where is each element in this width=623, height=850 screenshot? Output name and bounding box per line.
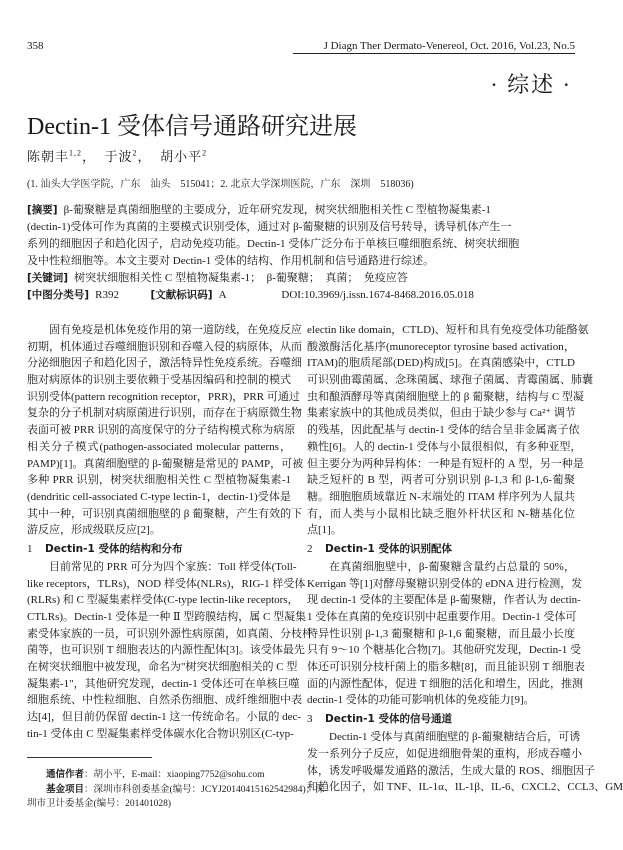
left-column [27,322,313,743]
section-label: · 综述 · [490,72,572,97]
body-text-line: 有，而人类与小鼠相比缺乏胞外杆状区和 N-糖基化位 [307,507,575,520]
body-text-line: 但主要分为两种异构体：一种是有短杆的 A 型，另一种是 [307,457,584,470]
body-text-line: 菌等，也可识别 T 细胞表达的内源性配体[3]。该受体最先 [27,644,305,657]
body-text-line: 胞对病原体的识别主要依赖于受基因编码和控制的模式 [27,374,291,387]
body-text-line: 面的内源性配体，促进 T 细胞的活化和增生，因此，推测 [307,677,584,690]
body-text-line: 多种 PRR 识别，树突状细胞相关性 C 型植物凝集素-1 [27,474,291,487]
author: 胡小平 [160,149,203,164]
body-text-line: 其中一种，可识别真菌细胞壁的 β 葡聚糖，产生有效的下 [27,507,303,520]
body-text-line: Kerrigan 等[1]对酵母聚糖识别受体的 eDNA 进行检测，发 [307,577,583,590]
section-number: 3 [307,713,313,726]
section-title: Dectin-1 受体的结构和分布 [45,542,183,555]
body-text-line: (RLRs) 和 C 型凝集素样受体(C-type lectin-like receptors， [27,594,299,607]
doi: DOI:10.3969/j.issn.1674-8468.2016.05.018 [281,289,474,301]
author-affiliation-mark: 2 [202,148,208,158]
keywords: 树突状细胞相关性 C 型植物凝集素-1； β-葡聚糖； 真菌； 免疫应答 [74,272,408,284]
abstract-line: β-葡聚糖是真菌细胞壁的主要成分，近年研究发现，树突状细胞相关性 C 型植物凝集素-1 [63,204,491,216]
article-title: Dectin-1 受体信号通路研究进展 [27,114,357,140]
body-text-line: 和趋化因子，如 TNF、IL-1α、IL-1β、IL-6、CXCL2、CCL3、GM [307,781,623,794]
abstract-block [27,202,547,304]
body-text-line: dectin-1 受体的功能可影响机体的免疫能力[9]。 [307,694,535,707]
body-text-line: 糖。细胞胞质域靠近 N-末端处的 ITAM 样序列为人鼠共 [307,490,575,503]
running-header: J Diagn Ther Dermato-Venereol, Oct. 2016, Vol.23, No.5 [293,40,575,54]
footnote-divider [27,757,152,758]
body-text-line: 缺乏短杆的 B 型，两者可分别识别 β-1,3 和 β-1,6-葡聚 [307,474,575,487]
body-text-line: 游反应，形成级联反应[2]。 [27,524,161,537]
author-affiliation-mark: 1,2 [69,148,83,158]
section-heading [307,710,575,729]
section-title: Dectin-1 受体的识别配体 [325,542,452,555]
body-text-line: 的残基，因此配基与 dectin-1 受体的结合呈非金属离子依 [307,424,580,437]
body-text-line: 1 受体在真菌的免疫识别中起重要作用。Dectin-1 受体可 [307,611,577,623]
author: 于波 [104,149,133,164]
section-heading [27,540,291,559]
body-text-line: 现 dectin-1 受体的主要配体是 β-葡聚糖，作者认为 dectin- [307,594,581,607]
body-text-line: 发一系列分子反应，如促进细胞骨架的重构，形成吞噬小 [307,747,582,760]
clc-number: R392 [95,289,119,301]
section-number: 1 [27,542,33,555]
body-text-line: 素受体家族的一员，可识别外源性病原菌，如真菌、分枝杆 [27,627,313,640]
body-text-line: 目前常见的 PRR 可分为四个家族：Toll 样受体(Toll- [49,560,297,573]
body-text-line: 表面可被 PRR 识别的高度保守的分子结构模式称为病原 [27,424,296,437]
author: 陈朝丰 [27,149,70,164]
body-text-line: 凝集素-1"，其他研究发现，dectin-1 受体还可在单核巨噬 [27,677,300,690]
body-text-line: 体，诱发呼吸爆发通路的激活，生成大量的 ROS、细胞因子 [307,764,596,777]
clc-label: [中图分类号] [27,289,90,301]
body-text-line: 复杂的分子机制对病原菌进行识别，而存在于病原微生物 [27,407,302,420]
section-heading [307,540,575,559]
body-text-line: like receptors，TLRs)，NOD 样受体(NLRs)，RIG-1 样受体 [27,577,306,590]
abstract-line: 系列的细胞因子和趋化因子，启动免疫功能。Dectin-1 受体广泛分布于单核巨噬细胞系统、树突状细胞 [27,238,520,250]
body-text-line: 特异性识别 β-1,3 葡聚糖和 β-1,6 葡聚糖，而且最小长度 [307,627,575,640]
body-text-line: 可识别曲霉菌属、念珠菌属、球孢子菌属、青霉菌属、肺囊 [307,374,593,387]
funding-label: 基金项目 [46,784,85,795]
body-text-line: CTLRs)。Dectin-1 受体是一种 Ⅱ 型跨膜结构，属 C 型凝集 [27,611,307,623]
body-text-line: 识别受体(pattern recognition receptor，PRR)，PRR 可通过 [27,390,300,403]
funding-line: 圳市卫计委基金(编号：201401028) [27,799,172,809]
body-text-line: 酸激酶活化基序(munoreceptor tyrosine based activation， [307,340,575,353]
body-text-line: electin like domain，CTLD)、短杆和具有免疫受体功能酪氨 [307,324,589,336]
abstract-line: 及中性粒细胞等。本文主要对 Dectin-1 受体的结构、作用机制和信号通路进行综述。 [27,255,434,267]
page-number: 358 [27,40,44,52]
footnotes [27,767,325,812]
body-text-line: Dectin-1 受体与真菌细胞壁的 β-葡聚糖结合后，可诱 [329,731,581,744]
body-text-line: 达[4]，但目前仍保留 dectin-1 这一传统命名。小鼠的 dec- [27,711,302,724]
body-text-line: tin-1 受体由 C 型凝集素样受体碳水化合物识别区(C-typ- [27,727,294,740]
body-text-line: 在树突状细胞中被发现，命名为"树突状细胞相关的 C 型 [27,661,298,674]
body-text-line: 细胞系统、中性粒细胞、自然杀伤细胞、成纤维细胞中表 [27,694,302,707]
body-text-line: 在真菌细胞壁中，β-葡聚糖含量约占总量的 50%， [329,560,575,573]
body-text-line: 点[1]。 [307,524,342,537]
keywords-label: [关键词] [27,272,69,284]
section-title: Dectin-1 受体的信号通道 [325,713,452,726]
body-text-line: 相关分子模式(pathogen-associated molecular patterns， [27,440,291,453]
author-list: 陈朝丰$^{1,2}$， 于波$^2$， 胡小平$^2$ [27,148,208,164]
funding-line: ：深圳市科创委基金(编号：JCYJ20140415162542984)；深 [84,785,325,795]
body-text-line: 赖性[6]。人的 dectin-1 受体与小鼠很相似，有多种亚型， [307,440,582,453]
document-code-label: [文献标识码] [150,289,213,301]
body-text-line: 虫和酿酒酵母等真菌细胞壁上的 β 葡聚糖，结构与 C 型凝 [307,390,584,403]
corresponding-author-label: 通信作者 [46,769,85,780]
author-affiliation-mark: 2 [132,148,138,158]
body-text-line: ITAM)的胞质尾部(DED)构成[5]。在真菌感染中，CTLD [307,357,575,370]
abstract-line: (dectin-1)受体可作为真菌的主要模式识别受体，通过对 β-葡聚糖的识别及信号转导，诱导机体产生一 [27,221,512,233]
body-text-line: 初期，机体通过吞噬细胞识别和吞噬入侵的病原体，从而 [27,340,302,353]
affiliations: (1. 汕头大学医学院，广东 汕头 515041；2. 北京大学深圳医院，广东 深圳 518036) [27,179,414,190]
body-text-line: 分泌细胞因子和趋化因子，激活特异性免疫系统。吞噬细 [27,357,302,370]
body-text-line: 只有 9～10 个糖基化合物[7]。其他研究发现，Dectin-1 受 [307,644,582,657]
section-number: 2 [307,542,313,555]
corresponding-author: ：胡小平，E-mail：xiaoping7752@sohu.com [84,770,265,780]
document-code: A [218,289,226,301]
body-text-line: 固有免疫是机体免疫作用的第一道防线，在免疫反应 [49,324,302,336]
body-text-line: PAMP)[1]。真菌细胞壁的 β-葡聚糖是常见的 PAMP，可被 [27,457,304,470]
body-text-line: 集素家族中的其他成员类似，但由于缺少参与 Ca²⁺ 调节 [307,407,576,420]
right-column [307,322,623,796]
body-text-line: (dendritic cell-associated C-type lectin-1，dectin-1)受体是 [27,490,291,503]
abstract-label: [摘要] [27,204,58,216]
body-text-line: 体还可识别分枝杆菌上的脂多糖[8]，而且能识别 T 细胞表 [307,661,585,674]
